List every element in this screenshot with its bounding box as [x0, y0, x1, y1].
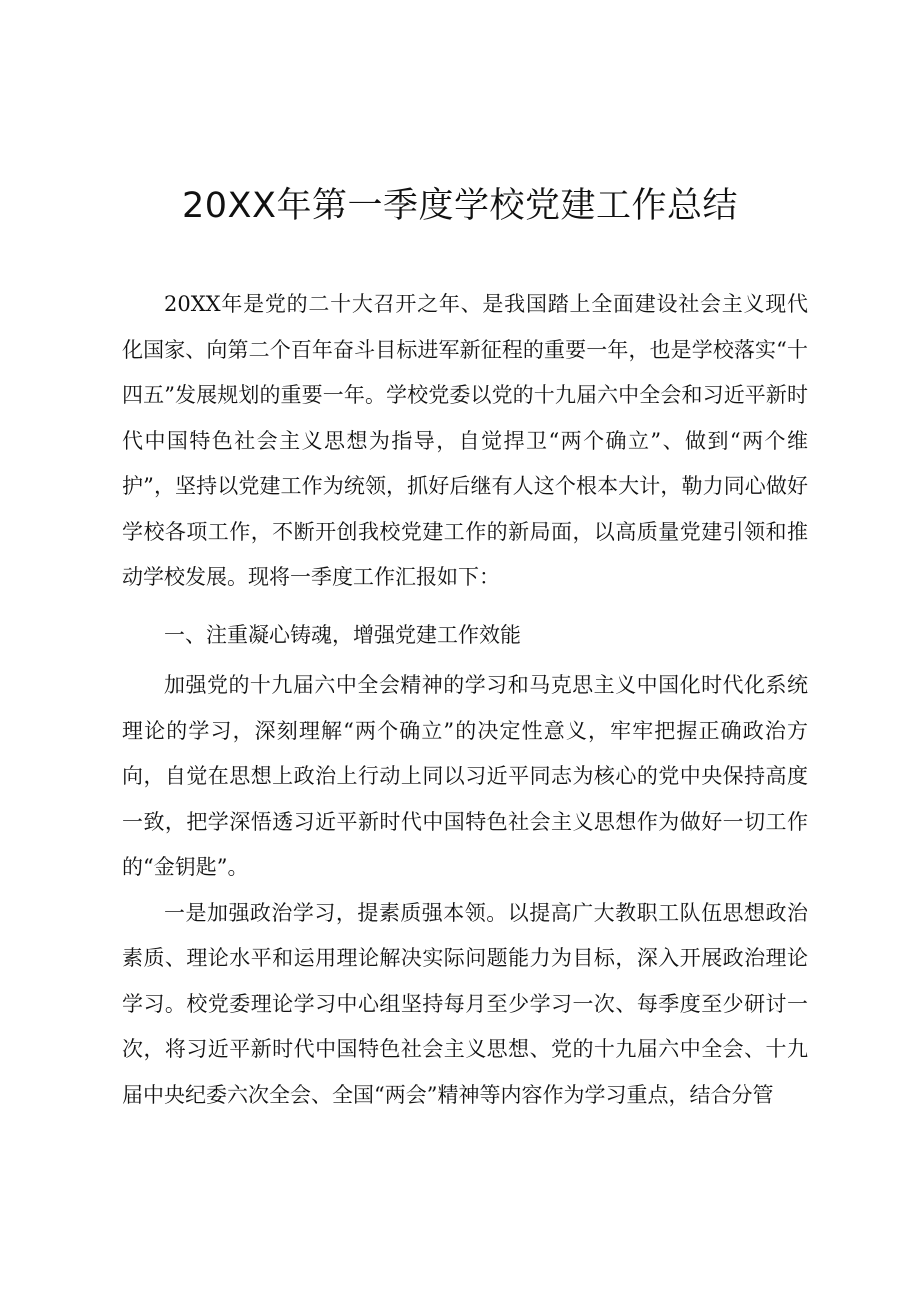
document-body — [122, 282, 808, 1118]
intro-paragraph: 20XX年是党的二十大召开之年、是我国踏上全面建设社会主义现代化国家、向第二个百年奋斗目标进军新征程的重要一年，也是学校落实“十四五”发展规划的重要一年。学校党委以党的十九届六中全会和习近平新时代中国特色社会主义思想为指导，自觉捍卫“两个确立”、做到“两个维护”，坚持以党建工作为统领，抓好后继有人这个根本大计，勒力同心做好学校各项工作，不断开创我校党建工作的新局面，以高质量党建引领和推动学校发展。现将一季度工作汇报如下： — [122, 292, 808, 589]
section-heading-1: 一、注重凝心铸魂，增强党建工作效能 — [164, 622, 521, 647]
section-1-paragraph: 加强党的十九届六中全会精神的学习和马克思主义中国化时代化系统理论的学习，深刻理解“两个确立”的决定性意义，牢牢把握正确政治方向，自觉在思想上政治上行动上同以习近平同志为核心的党中央保持高度一致，把学深悟透习近平新时代中国特色社会主义思想作为做好一切工作的“金钥匙”。 — [122, 673, 808, 879]
document-title: 20XX年第一季度学校党建工作总结 — [182, 186, 738, 226]
political-study-paragraph: 一是加强政治学习，提素质强本领。以提高广大教职工队伍思想政治素质、理论水平和运用理论解决实际问题能力为目标，深入开展政治理论学习。校党委理论学习中心组坚持每月至少学习一次、每季度至少研讨一次，将习近平新时代中国特色社会主义思想、党的十九届六中全会、十九届中央纪委六次全会、全国“两会”精神等内容作为学习重点，结合分管 — [122, 900, 808, 1107]
